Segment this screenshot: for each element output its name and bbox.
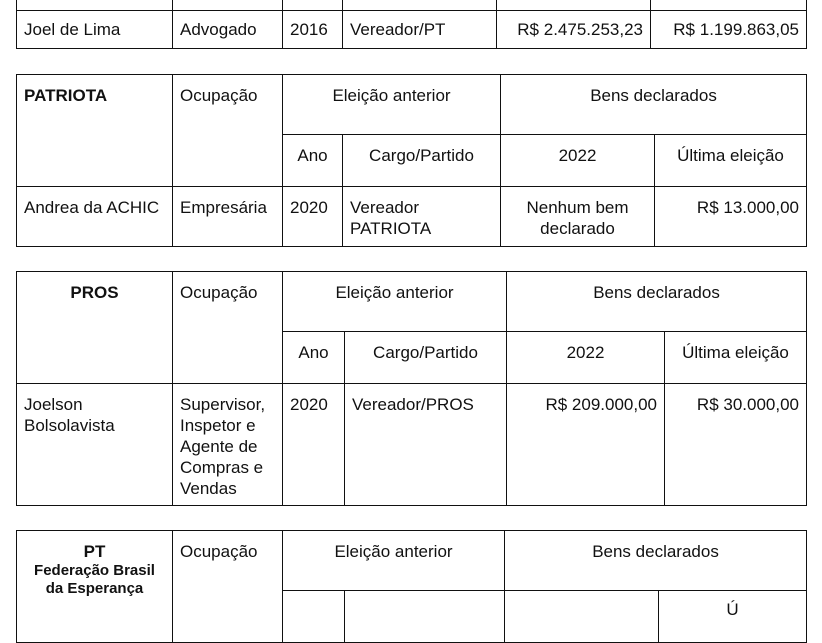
occupation-header: Ocupação — [173, 75, 283, 187]
table-header-row — [17, 75, 807, 135]
election-year: 2016 — [283, 11, 343, 49]
patriota-table — [16, 74, 807, 247]
table-header-row — [17, 272, 807, 332]
table-row — [17, 384, 807, 506]
assets-last-election-header: Última eleição — [655, 135, 807, 187]
candidate-name: Joel de Lima — [17, 11, 173, 49]
party-subtitle: Federação Brasil da Esperança — [34, 562, 155, 597]
candidate-occupation: Supervisor, Inspetor e Agente de Compras e Vendas — [173, 384, 283, 506]
table-header-row — [17, 0, 807, 11]
declared-assets-header: Bens declarados — [507, 272, 807, 332]
previous-election-header: Eleição anterior — [283, 531, 505, 591]
assets-2022-header: 2022 — [507, 332, 665, 384]
office-party: Vereador/PT — [343, 11, 497, 49]
candidate-occupation: Empresária — [173, 187, 283, 247]
office-party: Vereador PATRIOTA — [343, 187, 501, 247]
previous-election-header: Eleição anterior — [283, 75, 501, 135]
assets-last-election: R$ 1.199.863,05 — [651, 11, 807, 49]
year-header: Ano — [283, 135, 343, 187]
assets-2022-header: 2022 — [501, 135, 655, 187]
pros-table — [16, 271, 807, 506]
table-row — [17, 187, 807, 247]
assets-2022: R$ 209.000,00 — [507, 384, 665, 506]
assets-last-election-header: Última eleição — [665, 332, 807, 384]
assets-2022: Nenhum bem declarado — [501, 187, 655, 247]
assets-last-election: R$ 13.000,00 — [655, 187, 807, 247]
table-row — [17, 11, 807, 49]
declared-assets-header: Bens declarados — [505, 531, 807, 591]
candidate-name: Andrea da ACHIC — [17, 187, 173, 247]
assets-last-election: R$ 30.000,00 — [665, 384, 807, 506]
party-name: PATRIOTA — [17, 75, 173, 187]
occupation-header: Ocupação — [173, 531, 283, 643]
candidate-occupation: Advogado — [173, 11, 283, 49]
party-name — [17, 531, 173, 643]
election-year: 2020 — [283, 187, 343, 247]
party-name: PROS — [17, 272, 173, 384]
office-party: Vereador/PROS — [345, 384, 507, 506]
office-party-header: Cargo/Partido — [343, 135, 501, 187]
occupation-header: Ocupação — [173, 272, 283, 384]
assets-2022: R$ 2.475.253,23 — [497, 11, 651, 49]
assets-last-election-header: Ú — [659, 591, 807, 643]
office-party-header: Cargo/Partido — [345, 332, 507, 384]
election-year: 2020 — [283, 384, 345, 506]
pt-table — [16, 530, 807, 643]
table-header-row — [17, 531, 807, 591]
candidate-name: Joelson Bolsolavista — [17, 384, 173, 506]
previous-election-header: Eleição anterior — [283, 272, 507, 332]
year-header: Ano — [283, 332, 345, 384]
previous-party-table — [16, 0, 807, 49]
party-label: PT — [83, 542, 106, 561]
declared-assets-header: Bens declarados — [501, 75, 807, 135]
